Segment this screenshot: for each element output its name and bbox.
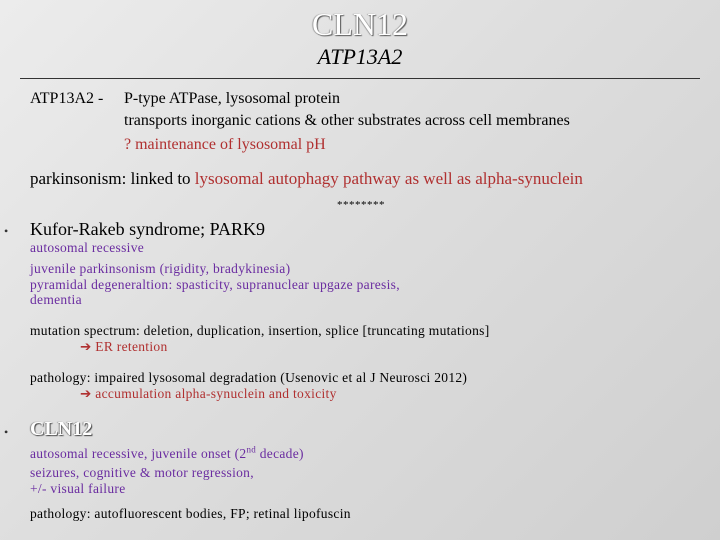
parkinsonism-highlight: lysosomal autophagy pathway as well as alpha-synuclein [194,169,583,188]
kufor-heading: Kufor-Rakeb syndrome; PARK9 [30,219,265,239]
slide-subtitle: ATP13A2 [317,44,403,69]
cln12-onset-sup: nd [246,444,257,455]
cln12-detail-3: +/- visual failure [30,481,126,496]
kufor-detail-1: autosomal recessive [30,240,145,255]
kufor-detail-3: pyramidal degeneraltion: spasticity, supranuclear upgaze paresis, [30,277,400,292]
cln12-onset-prefix: autosomal recessive, juvenile onset (2 [30,446,247,461]
cln12-onset-suffix: decade) [256,446,304,461]
slide-title: CLN12 [312,6,408,42]
cln12-onset-line [30,446,304,462]
bullet-cln12: • [4,425,9,439]
gene-label: ATP13A2 - [30,90,104,107]
separator-stars: ******** [337,199,385,211]
kufor-detail-4: dementia [30,292,82,307]
cln12-heading: CLN12 [30,418,93,440]
mutation-arrow-line: ➔ ER retention [80,339,168,354]
kufor-detail-2: juvenile parkinsonism (rigidity, bradykinesia) [30,261,291,276]
mutation-spectrum: mutation spectrum: deletion, duplication, insertion, splice [truncating mutations] [30,323,490,338]
cln12-pathology: pathology: autofluorescent bodies, FP; retinal lipofuscin [30,506,351,521]
parkinsonism-prefix: parkinsonism: linked to [30,169,195,188]
gene-description-line1: P-type ATPase, lysosomal protein [124,90,340,107]
gene-description-line3: ? maintenance of lysosomal pH [124,136,326,153]
parkinsonism-line [30,169,583,189]
gene-description-line2: transports inorganic cations & other substrates across cell membranes [124,112,570,129]
title-divider [20,78,700,79]
bullet-kufor: • [4,224,9,238]
cln12-detail-2: seizures, cognitive & motor regression, [30,465,254,480]
pathology-arrow-line: ➔ accumulation alpha-synuclein and toxicity [80,386,337,401]
pathology-kufor: pathology: impaired lysosomal degradation (Usenovic et al J Neurosci 2012) [30,370,468,385]
